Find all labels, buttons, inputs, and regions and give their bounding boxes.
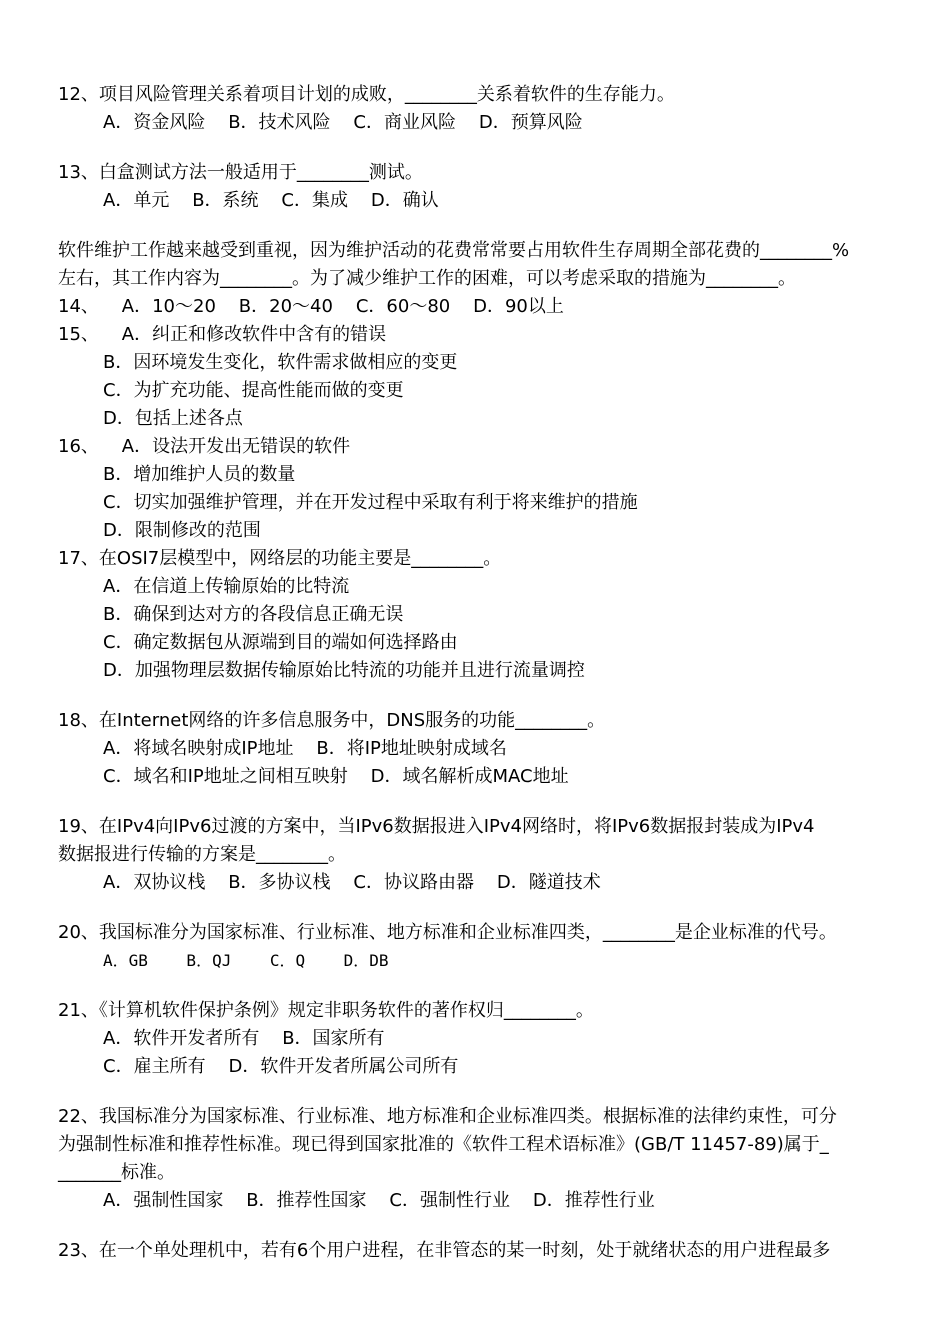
- q22-stem-line2: 为强制性标准和推荐性标准。现已得到国家批准的《软件工程术语标准》(GB/T 11457-89)属于_: [58, 1134, 829, 1155]
- q15-option-b: B．因环境发生变化，软件需求做相应的变更: [103, 352, 458, 373]
- q14-16-intro-line1: 软件维护工作越来越受到重视，因为维护活动的花费常常要占用软件生存周期全部花费的________%: [58, 240, 850, 261]
- q18-stem: 18、在Internet网络的许多信息服务中，DNS服务的功能________。: [58, 710, 606, 731]
- q19-options: A．双协议栈 B．多协议栈 C．协议路由器 D．隧道技术: [103, 872, 601, 893]
- q18-options-cd: C．域名和IP地址之间相互映射 D．域名解析成MAC地址: [103, 766, 569, 787]
- q15-option-a: 15、 A．纠正和修改软件中含有的错误: [58, 324, 387, 345]
- q17-option-d: D．加强物理层数据传输原始比特流的功能并且进行流量调控: [103, 660, 585, 681]
- q12-stem: 12、项目风险管理关系着项目计划的成败，________关系着软件的生存能力。: [58, 84, 675, 105]
- q17-option-c: C．确定数据包从源端到目的端如何选择路由: [103, 632, 458, 653]
- q22-stem-line3: _______标准。: [58, 1162, 175, 1183]
- q12-options: A．资金风险 B．技术风险 C．商业风险 D．预算风险: [103, 112, 583, 133]
- q16-option-a: 16、 A．设法开发出无错误的软件: [58, 436, 351, 457]
- q17-stem: 17、在OSI7层模型中，网络层的功能主要是________。: [58, 548, 502, 569]
- q15-option-c: C．为扩充功能、提高性能而做的变更: [103, 380, 404, 401]
- q23-stem: 23、在一个单处理机中，若有6个用户进程，在非管态的某一时刻，处于就绪状态的用户进程最多: [58, 1240, 831, 1261]
- q19-stem-line2: 数据报进行传输的方案是________。: [58, 844, 346, 865]
- q19-stem-line1: 19、在IPv4向IPv6过渡的方案中，当IPv6数据报进入IPv4网络时，将IPv6数据报封装成为IPv4: [58, 816, 815, 837]
- q21-options-ab: A．软件开发者所有 B．国家所有: [103, 1028, 385, 1049]
- q22-stem-line1: 22、我国标准分为国家标准、行业标准、地方标准和企业标准四类。根据标准的法律约束性，可分: [58, 1106, 837, 1127]
- q13-stem: 13、白盒测试方法一般适用于________测试。: [58, 162, 423, 183]
- q13-options: A．单元 B．系统 C．集成 D．确认: [103, 190, 439, 211]
- q21-options-cd: C．雇主所有 D．软件开发者所属公司所有: [103, 1056, 459, 1077]
- q16-option-c: C．切实加强维护管理，并在开发过程中采取有利于将来维护的措施: [103, 492, 638, 513]
- q14-16-intro-line2: 左右，其工作内容为________。为了减少维护工作的困难，可以考虑采取的措施为________。: [58, 268, 796, 289]
- q22-options: A．强制性国家 B．推荐性国家 C．强制性行业 D．推荐性行业: [103, 1190, 655, 1211]
- q17-option-a: A．在信道上传输原始的比特流: [103, 576, 350, 597]
- q18-options-ab: A．将域名映射成IP地址 B．将IP地址映射成域名: [103, 738, 507, 759]
- q16-option-d: D．限制修改的范围: [103, 520, 261, 541]
- q17-option-b: B．确保到达对方的各段信息正确无误: [103, 604, 404, 625]
- q15-option-d: D．包括上述各点: [103, 408, 243, 429]
- q20-stem: 20、我国标准分为国家标准、行业标准、地方标准和企业标准四类，________是企业标准的代号。: [58, 922, 837, 943]
- q14-options: 14、 A．10～20 B．20～40 C．60～80 D．90以上: [58, 296, 564, 317]
- q16-option-b: B．增加维护人员的数量: [103, 464, 296, 485]
- q20-options: A．GB B．QJ C．Q D．DB: [103, 951, 389, 970]
- q21-stem: 21、《计算机软件保护条例》规定非职务软件的著作权归________。: [58, 1000, 594, 1021]
